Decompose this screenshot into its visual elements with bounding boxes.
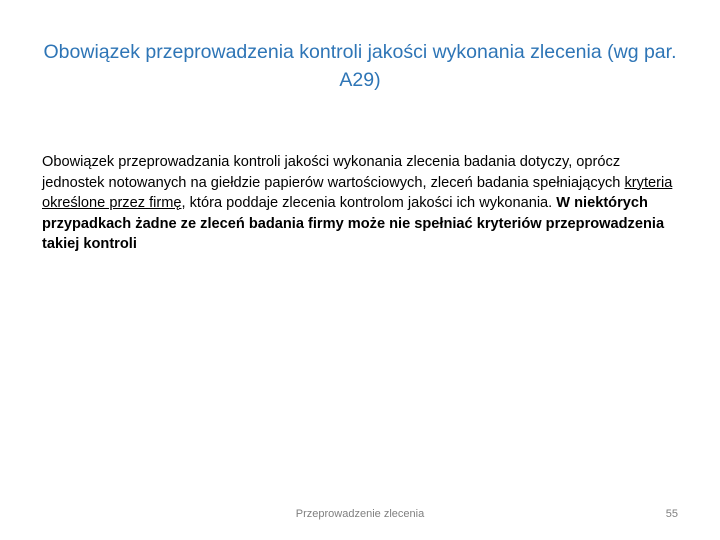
footer-label: Przeprowadzenie zlecenia (295, 508, 425, 520)
body-text-part1: Obowiązek przeprowadzania kontroli jakości wykonania zlecenia badania dotyczy, oprócz jednostek notowanych na giełdzie papierów wartościowych, zleceń badania spełniających (42, 154, 625, 191)
body-text-bold: W niektórych przypadkach żadne ze zleceń badania firmy może nie spełniać kryteriów przeprowadzenia takiej kontroli (42, 195, 665, 252)
body-text-part2: , która poddaje zlecenia kontrolom jakości ich wykonania. (181, 195, 557, 211)
page-number: 55 (665, 508, 678, 520)
body-text-underlined: kryteria określone przez firmę (42, 174, 673, 211)
body-paragraph (42, 152, 682, 255)
slide-title: Obowiązek przeprowadzenia kontroli jakości wykonania zlecenia (wg par. A29) (43, 41, 677, 91)
